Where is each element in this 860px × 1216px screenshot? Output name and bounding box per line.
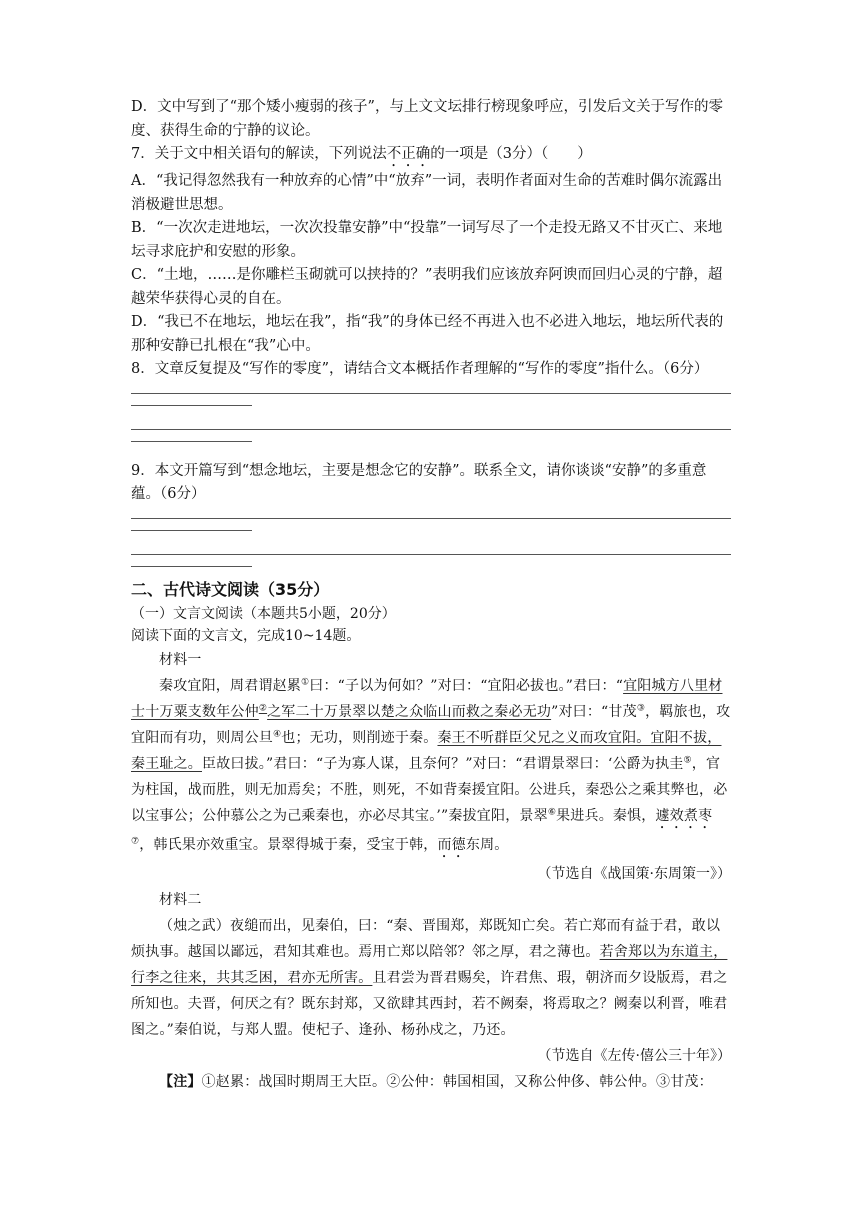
- underlined-sentence: 若舍郑以为东道主，行李之往来，共其乏困，君亦无所害。: [131, 943, 728, 986]
- subsection-title: （一）文言文阅读（本题共5小题，20分）: [131, 605, 396, 622]
- answer-line[interactable]: [131, 543, 731, 566]
- underlined-sentence: 秦王不听群臣父兄之义而攻宜阳。宜阳不拔，秦王耻之。: [131, 729, 722, 772]
- material-2-text: （烛之武）夜缒而出，见秦伯，曰：“秦、晋围郑，郑既知亡矣。若亡郑而有益于君，敢以烦执事。越国以鄙远，君知其难也。焉用亡郑以陪邻？邻之厚，君之薄也。若舍郑以为东道主，行李之往来，共其乏困，君亦无所害。且君尝为晋君赐矣，许君焦、瑕，朝济而夕设版焉，君之所知也。夫晋，何厌之有？既东封郑，又欲肆其西封，若不阙秦，将焉取之？阙秦以利晋，唯君图之。”秦伯说，与郑人盟。使杞子、逢孙、杨孙戍之，乃还。: [131, 917, 728, 1038]
- emphasis-dots: 而德: [437, 836, 466, 853]
- q7-option-d: D．“我已不在地坛，地坛在我”，指“我”的身体已经不再进入也不必进入地坛，地坛所代表的那种安静已扎根在“我”心中。: [131, 314, 724, 354]
- material-1-label: 材料一: [159, 651, 202, 668]
- q7-option-a: A．“我记得忽然我有一种放弃的心情”中“放弃”一词，表明作者面对生命的苦难时偶尔流露出消极避世思想。: [131, 173, 723, 213]
- q7-option-b: B．“一次次走进地坛，一次次投靠安静”中“投靠”一词写尽了一个走投无路又不甘灭亡、来地坛寻求庇护和安慰的形象。: [131, 220, 723, 260]
- emphasis-dots: 遽效煮枣: [655, 807, 713, 824]
- q8-stem: 8．文章反复提及“写作的零度”，请结合文本概括作者理解的“写作的零度”指什么。（6分）: [131, 361, 709, 377]
- material-1-text: 秦攻宜阳，周君谓赵累①曰：“子以为何如？”对曰：“宜阳必拔也。”君曰：“宜阳城方八里材士十万粟支数年公仲②之军二十万景翠以楚之众临山而救之秦必无功”对曰：“甘茂③，羁旅也，攻宜阳而有功，则周公旦④也；无功，则削迹于秦。秦王不听群臣父兄之义而攻宜阳。宜阳不拔，秦王耻之。臣故曰拔。”君曰：“子为寡人谋，且奈何？”对曰：“君谓景翠曰：‘公爵为执圭⑤，官为柱国，战而胜，则无加焉矣；不胜，则死，不如背秦援宜阳。公进兵，秦恐公之乘其弊也，必以宝事公；公仲慕公之为己乘秦也，亦必尽其宝。’”秦拔宜阳，景翠⑥果进兵。秦惧，遽效煮枣⑦，韩氏果亦效重宝。景翠得城于秦，受宝于韩，而德东周。: [131, 676, 731, 853]
- answer-line-short[interactable]: [131, 566, 731, 585]
- annotation: 【注】①赵累：战国时期周王大臣。②公仲：韩国相国，又称公仲侈、韩公仲。③甘茂：: [159, 1073, 713, 1090]
- exam-page: [131, 96, 731, 1095]
- underlined-passage: 之军二十万景翠以楚之众临山而救之秦必无功: [267, 703, 552, 720]
- underlined-passage: 宜阳城方八里材士十万粟支数年公仲: [131, 677, 723, 720]
- material-2-label: 材料二: [159, 891, 202, 908]
- answer-line-short[interactable]: [131, 441, 731, 460]
- section-title: 二、古代诗文阅读（35分）: [131, 579, 330, 599]
- answer-line[interactable]: [131, 418, 731, 441]
- answer-line[interactable]: [131, 507, 731, 530]
- q7-stem: 7．关于文中相关语句的解读，下列说法不正确的一项是（3分）（ ）: [131, 146, 592, 162]
- material-2-source: （节选自《左传·僖公三十年》）: [537, 1047, 731, 1064]
- q7-option-c: C．“土地，……是你雕栏玉砌就可以挟持的？”表明我们应该放弃阿谀而回归心灵的宁静，超越荣华获得心灵的自在。: [131, 267, 723, 307]
- q9-stem: 9．本文开篇写到“想念地坛，主要是想念它的安静”。联系全文，请你谈谈“安静”的多重意蕴。（6分）: [131, 462, 707, 502]
- q6-option-d: D．文中写到了“那个矮小瘦弱的孩子”，与上文文坛排行榜现象呼应，引发后文关于写作的零度、获得生命的宁静的议论。: [131, 99, 723, 139]
- material-1-source: （节选自《战国策·东周策一》）: [537, 865, 731, 882]
- reading-instruction: 阅读下面的文言文，完成10~14题。: [131, 627, 361, 644]
- answer-line[interactable]: [131, 382, 731, 405]
- emphasis-dots: 不正确: [386, 146, 431, 162]
- note-label: 【注】: [159, 1073, 202, 1090]
